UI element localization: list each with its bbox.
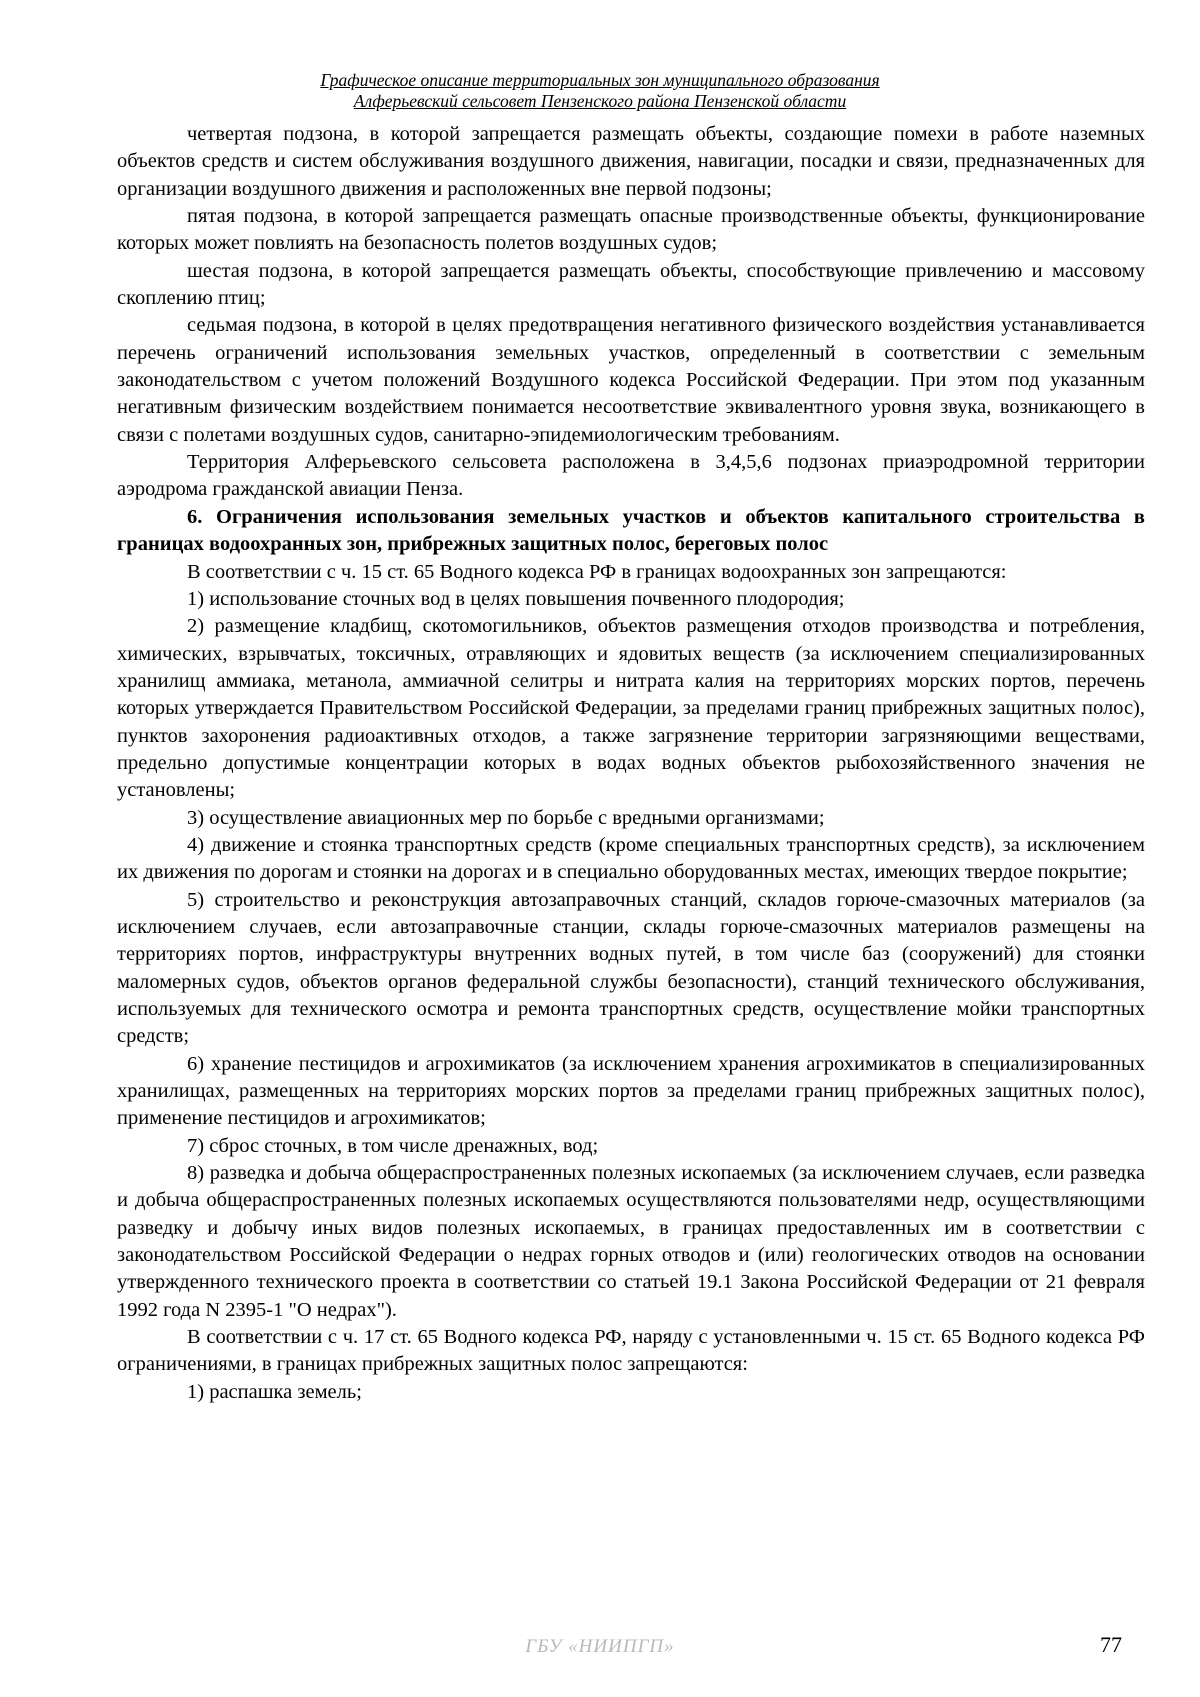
document-body bbox=[117, 121, 1145, 1406]
paragraph: шестая подзона, в которой запрещается размещать объекты, способствующие привлечению и массовому скоплению птиц; bbox=[117, 259, 1145, 310]
list-item: 3) осуществление авиационных мер по борьбе с вредными организмами; bbox=[187, 806, 825, 829]
list-item: 7) сброс сточных, в том числе дренажных, вод; bbox=[187, 1134, 599, 1157]
list-item: 2) размещение кладбищ, скотомогильников, объектов размещения отходов производства и потребления, химических, взрывчатых, токсичных, отравляющих и ядовитых веществ (за исключением специализированных хранилищ аммиака, метанола, аммиачной селитры и нитрата калия на территориях морских портов, перечень которых утверждается Правительством Российской Федерации, за пределами границ прибрежных защитных полос), пунктов захоронения радиоактивных отходов, а также загрязнение территории загрязняющими веществами, предельно допустимые концентрации которых в водах водных объектов рыбохозяйственного значения не установлены; bbox=[117, 615, 1145, 802]
page-number: 77 bbox=[1100, 1632, 1122, 1657]
list-item: 4) движение и стоянка транспортных средств (кроме специальных транспортных средств), за исключением их движения по дорогам и стоянки на дорогах и в специально оборудованных местах, имеющих твердое покрытие; bbox=[117, 833, 1145, 884]
section-heading: 6. Ограничения использования земельных участков и объектов капитального строительства в границах водоохранных зон, прибрежных защитных полос, береговых полос bbox=[117, 505, 1145, 556]
list-item: 1) использование сточных вод в целях повышения почвенного плодородия; bbox=[187, 587, 845, 610]
paragraph: Территория Алферьевского сельсовета расположена в 3,4,5,6 подзонах приаэродромной территории аэродрома гражданской авиации Пенза. bbox=[117, 451, 1145, 501]
paragraph: В соответствии с ч. 15 ст. 65 Водного кодекса РФ в границах водоохранных зон запрещаются: bbox=[187, 560, 1007, 583]
paragraph: В соответствии с ч. 17 ст. 65 Водного кодекса РФ, наряду с установленными ч. 15 ст. 65 Водного кодекса РФ ограничениями, в границах прибрежных защитных полос запрещаются: bbox=[117, 1326, 1145, 1376]
list-item: 1) распашка земель; bbox=[187, 1380, 362, 1403]
list-item: 6) хранение пестицидов и агрохимикатов (за исключением хранения агрохимикатов в специализированных хранилищах, размещенных на территориях морских портов за пределами границ прибрежных защитных полос), применение пестицидов и агрохимикатов; bbox=[117, 1052, 1145, 1130]
list-item: 8) разведка и добыча общераспространенных полезных ископаемых (за исключением случаев, если разведка и добыча общераспространенных полезных ископаемых осуществляются пользователями недр, осуществляющими разведку и добычу иных видов полезных ископаемых, в границах предоставленных им в соответствии с законодательством Российской Федерации о недрах горных отводов и (или) геологических отводов на основании утвержденного технического проекта в соответствии со статьей 19.1 Закона Российской Федерации от 21 февраля 1992 года N 2395-1 "О недрах"). bbox=[117, 1162, 1145, 1321]
header-line-2: Алферьевский сельсовет Пензенского района Пензенской области bbox=[353, 91, 847, 111]
document-header bbox=[0, 70, 1200, 112]
header-line-1: Графическое описание территориальных зон муниципального образования bbox=[320, 70, 880, 90]
paragraph: четвертая подзона, в которой запрещается размещать объекты, создающие помехи в работе наземных объектов средств и систем обслуживания воздушного движения, навигации, посадки и связи, предназначенных для организации воздушного движения и расположенных вне первой подзоны; bbox=[117, 123, 1145, 200]
paragraph: седьмая подзона, в которой в целях предотвращения негативного физического воздействия устанавливается перечень ограничений использования земельных участков, определенный в соответствии с земельным законодательством с учетом положений Воздушного кодекса Российской Федерации. При этом под указанным негативным физическим воздействием понимается несоответствие эквивалентного уровня звука, возникающего в связи с полетами воздушных судов, санитарно-эпидемиологическим требованиям. bbox=[117, 314, 1145, 446]
list-item: 5) строительство и реконструкция автозаправочных станций, складов горюче-смазочных материалов (за исключением случаев, если автозаправочные станции, склады горюче-смазочных материалов размещены на территориях портов, инфраструктуры внутренних водных путей, в том числе баз (сооружений) для стоянки маломерных судов, объектов органов федеральной службы безопасности), станций технического обслуживания, используемых для технического осмотра и ремонта транспортных средств, осуществление мойки транспортных средств; bbox=[117, 888, 1145, 1048]
paragraph: пятая подзона, в которой запрещается размещать опасные производственные объекты, функционирование которых может повлиять на безопасность полетов воздушных судов; bbox=[117, 205, 1145, 255]
footer-organization: ГБУ «НИИПГП» bbox=[525, 1636, 675, 1657]
